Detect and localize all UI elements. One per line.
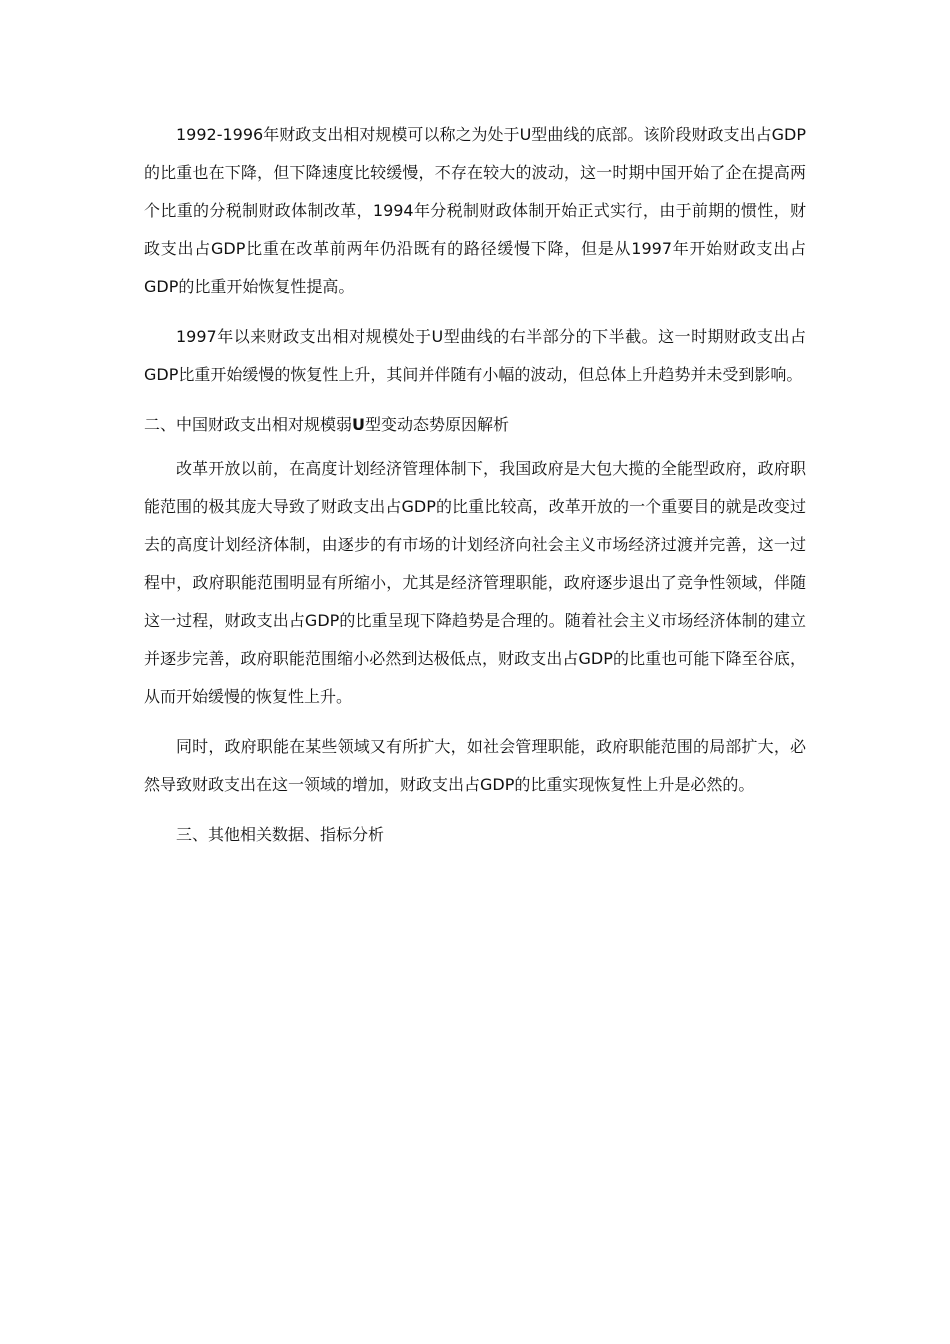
section-heading-3: 三、其他相关数据、指标分析	[176, 825, 385, 844]
section-heading-2-bold: U	[352, 415, 366, 434]
section-heading-2-before: 二、中国财政支出相对规模弱	[144, 415, 353, 434]
document-body	[144, 116, 806, 860]
section-heading-2-after: 型变动态势原因解析	[365, 415, 510, 434]
paragraph-reform-before: 改革开放以前，在高度计划经济管理体制下，我国政府是大包大揽的全能型政府，政府职能范围的极其庞大导致了财政支出占GDP的比重比较高，改革开放的一个重要目的就是改变过去的高度计划经济体制，由逐步的有市场的计划经济向社会主义市场经济过渡并完善，这一过程中，政府职能范围明显有所缩小，尤其是经济管理职能，政府逐步退出了竞争性领域，伴随这一过程，财政支出占GDP的比重呈现下降趋势是合理的。随着社会主义市场经济体制的建立并逐步完善，政府职能范围缩小必然到达极低点，财政支出占GDP的比重也可能下降至谷底，从而开始缓慢的恢复性上升。	[144, 459, 806, 706]
paragraph-u-curve-right-half: 1997年以来财政支出相对规模处于U型曲线的右半部分的下半截。这一时期财政支出占GDP比重开始缓慢的恢复性上升，其间并伴随有小幅的波动，但总体上升趋势并未受到影响。	[144, 327, 806, 384]
paragraph-u-curve-bottom: 1992-1996年财政支出相对规模可以称之为处于U型曲线的底部。该阶段财政支出占GDP的比重也在下降，但下降速度比较缓慢，不存在较大的波动，这一时期中国开始了企在提高两个比重的分税制财政体制改革，1994年分税制财政体制开始正式实行，由于前期的惯性，财政支出占GDP比重在改革前两年仍沿既有的路径缓慢下降，但是从1997年开始财政支出占GDP的比重开始恢复性提高。	[144, 125, 806, 296]
paragraph-function-expansion: 同时，政府职能在某些领域又有所扩大，如社会管理职能，政府职能范围的局部扩大，必然导致财政支出在这一领域的增加，财政支出占GDP的比重实现恢复性上升是必然的。	[144, 737, 806, 794]
section-heading-2	[144, 406, 806, 444]
